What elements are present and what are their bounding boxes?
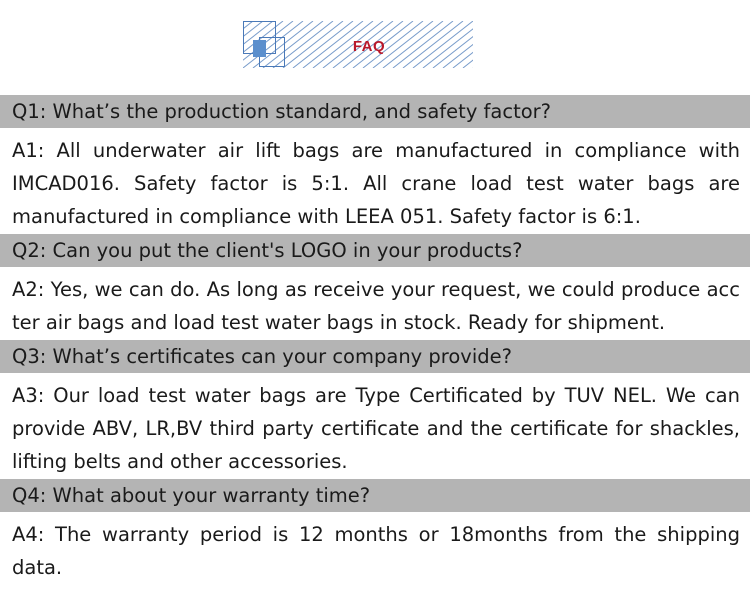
faq-answer-4: A4: The warranty period is 12 months or 18months from the shipping data.: [12, 523, 740, 579]
faq-title: FAQ: [352, 38, 386, 55]
faq-answer-2: A2: Yes, we can do. As long as receive your request, we could produce acc ter air bags and load test water bags in stock. Ready for shipment.: [12, 278, 740, 334]
faq-question-4: Q4: What about your warranty time?: [0, 479, 750, 512]
faq-answer-3: A3: Our load test water bags are Type Certificated by TUV NEL. We can provide ABV, LR,BV third party certificate and the certificate for shackles, lifting belts and other accessories.: [12, 384, 740, 473]
faq-question-1: Q1: What’s the production standard, and safety factor?: [0, 95, 750, 128]
faq-question-2: Q2: Can you put the client's LOGO in your products?: [0, 234, 750, 267]
faq-question-3: Q3: What’s certificates can your company provide?: [0, 340, 750, 373]
faq-banner: [243, 21, 473, 68]
faq-answer-1: A1: All underwater air lift bags are manufactured in compliance with IMCAD016. Safety factor is 5:1. All crane load test water bags are manufactured in compliance with LEEA 051. Safety factor is 6:1.: [12, 139, 740, 228]
faq-list: [0, 95, 750, 585]
